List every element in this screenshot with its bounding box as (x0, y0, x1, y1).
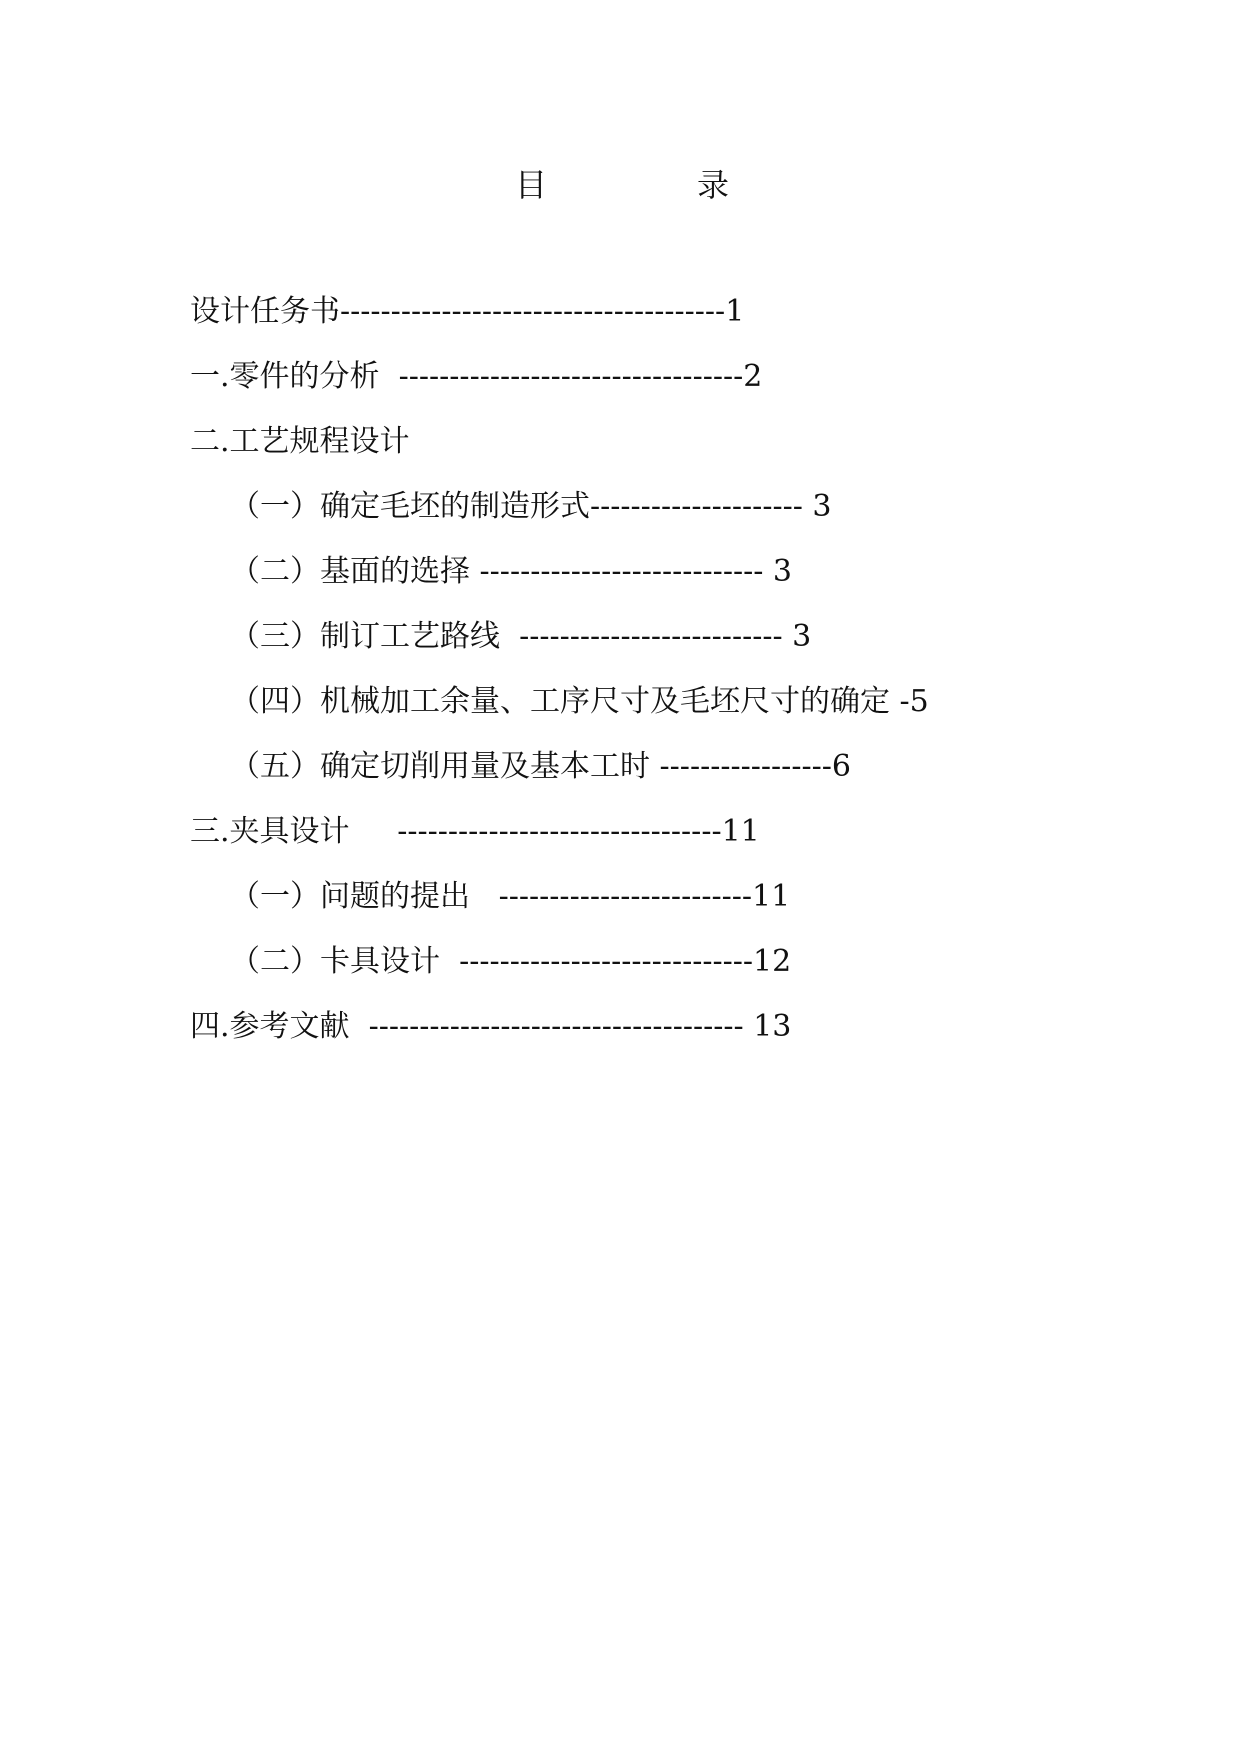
toc-entry-process-route: （三）制订工艺路线 -------------------------- 3 (230, 619, 812, 654)
title-char-1: 目 (515, 166, 548, 204)
toc-entry-process-design: 二.工艺规程设计 (190, 424, 410, 459)
toc-entry-allowance: （四）机械加工余量、工序尺寸及毛坯尺寸的确定 -5 (230, 684, 929, 719)
toc-entry-problem: （一）问题的提出 -------------------------11 (230, 879, 791, 914)
title-char-2: 录 (697, 166, 730, 204)
toc-entry-clamp-design: （二）卡具设计 -----------------------------12 (230, 944, 792, 979)
toc-entry-cutting: （五）确定切削用量及基本工时 -----------------6 (230, 749, 851, 784)
toc-entry-datum-selection: （二）基面的选择 ---------------------------- 3 (230, 554, 792, 589)
toc-entry-part-analysis: 一.零件的分析 ----------------------------------2 (190, 359, 763, 394)
toc-entry-blank-form: （一）确定毛坯的制造形式--------------------- 3 (230, 489, 832, 524)
toc-entry-task-book: 设计任务书--------------------------------------1 (190, 294, 745, 329)
toc-entry-references: 四.参考文献 ------------------------------------- 13 (190, 1009, 792, 1044)
page-title (0, 160, 1241, 210)
toc-entry-fixture-design: 三.夹具设计 --------------------------------11 (190, 814, 760, 849)
